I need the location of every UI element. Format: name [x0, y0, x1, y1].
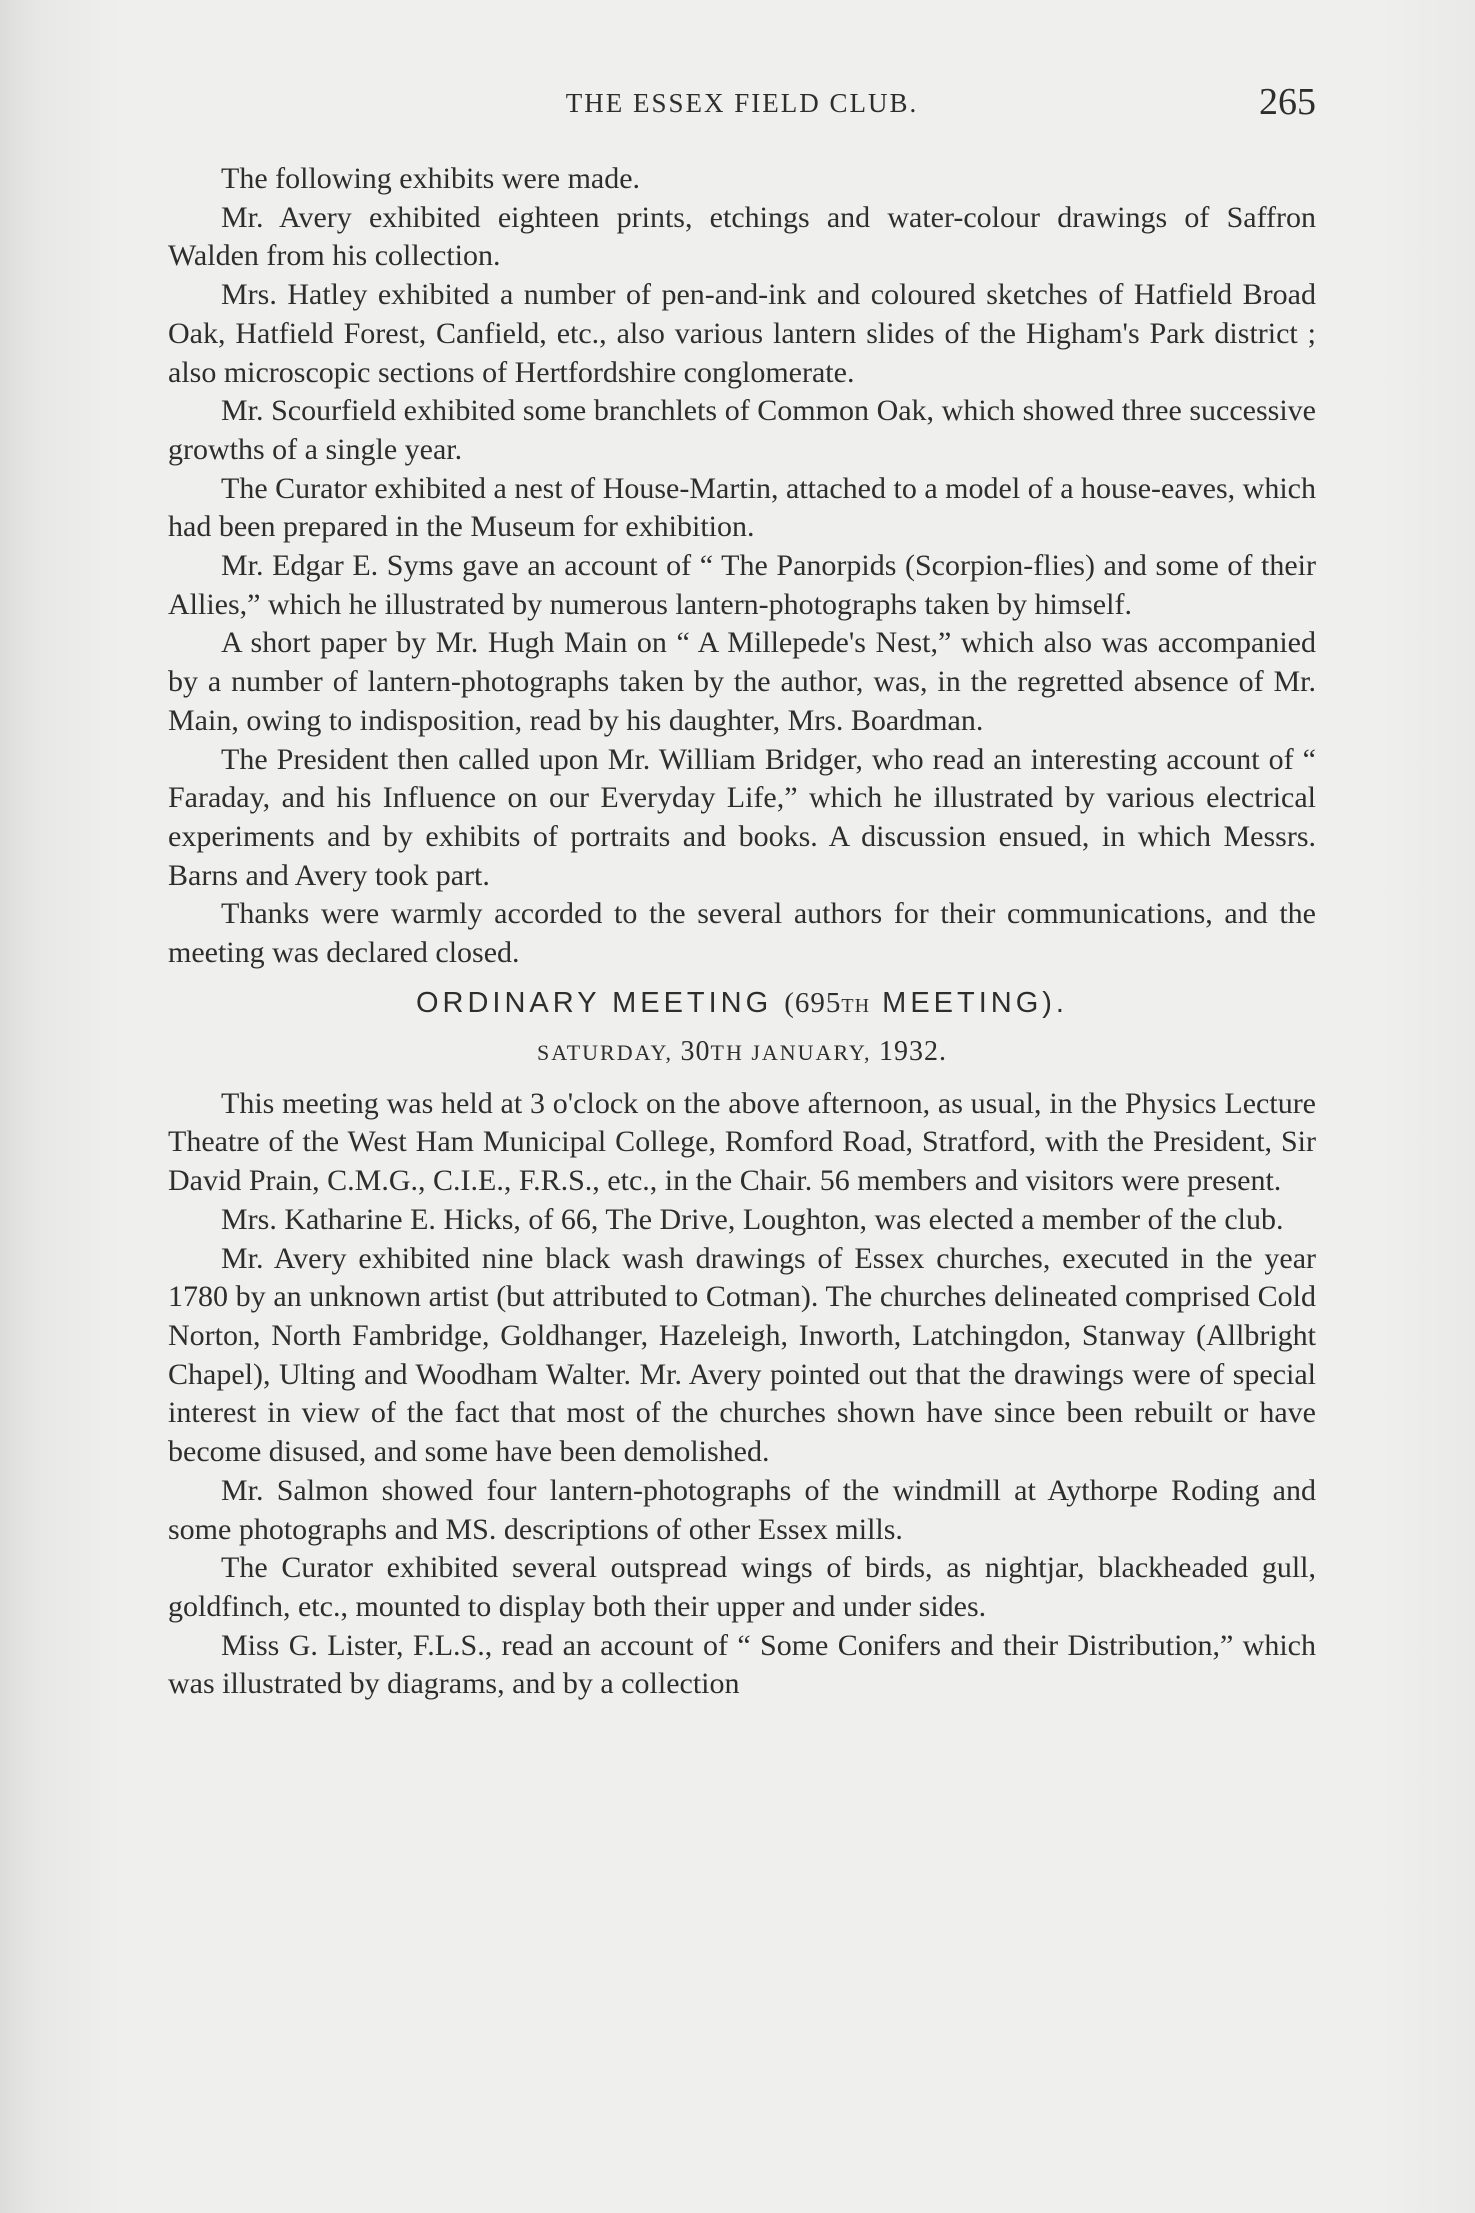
ordinal-suffix: TH — [841, 994, 871, 1017]
meeting-ordinal — [784, 987, 870, 1019]
date-day-suffix: TH — [710, 1039, 744, 1065]
meeting-title: ORDINARY MEETING — [415, 986, 773, 1019]
date-year: 1932. — [878, 1035, 947, 1067]
paragraph: The President then called upon Mr. William Bridger, who read an interesting account of “ Faraday, and his Influence on our Everyday Life,” which he illustrated by various electrical experiments and by exhibits of portraits and books. A discussion ensued, in which Messrs. Barns and Avery took part. — [168, 742, 1316, 892]
meeting-date — [168, 1036, 1316, 1069]
ordinal-close: MEETING). — [882, 986, 1068, 1019]
paragraph: Mr. Avery exhibited eighteen prints, etchings and water-colour drawings of Saffron Walden from his collection. — [168, 200, 1316, 273]
page-number: 265 — [1259, 81, 1316, 123]
paragraph: The Curator exhibited a nest of House-Martin, attached to a model of a house-eaves, which had been prepared in the Museum for exhibition. — [168, 471, 1316, 544]
ordinal-open: (695 — [784, 986, 842, 1019]
meeting-heading — [168, 983, 1316, 1026]
paragraph: Mr. Avery exhibited nine black wash drawings of Essex churches, executed in the year 1780 by an unknown artist (but attributed to Cotman). The churches delineated comprised Cold Norton, North Fambridge, Goldhanger, Hazeleigh, Inworth, Latchingdon, Stanway (Allbright Chapel), Ulting and Woodham Walter. Mr. Avery pointed out that the drawings were of special interest in view of the fact that most of the churches shown have since been rebuilt or have become disused, and some have been demolished. — [168, 1241, 1316, 1469]
paragraph: Mr. Edgar E. Syms gave an account of “ The Panorpids (Scorpion-flies) and some of their Allies,” which he illustrated by numerous lantern-photographs taken by himself. — [168, 549, 1316, 621]
date-month: JANUARY, — [751, 1039, 872, 1065]
paragraph: A short paper by Mr. Hugh Main on “ A Millepede's Nest,” which also was accompanied by a number of lantern-photographs taken by the author, was, in the regretted absence of Mr. Main, owing to indisposition, read by his daughter, Mrs. Boardman. — [168, 626, 1316, 737]
paragraph: Mrs. Hatley exhibited a number of pen-and-ink and coloured sketches of Hatfield Broad Oak, Hatfield Forest, Canfield, etc., also various lantern slides of the Higham's Park district ; also microscopic sections of Hertfordshire conglomerate. — [168, 278, 1316, 389]
date-day: 30 — [680, 1035, 711, 1067]
paragraph: Mr. Scourfield exhibited some branchlets of Common Oak, which showed three successive growths of a single year. — [168, 394, 1316, 466]
paragraph: The following exhibits were made. — [221, 162, 641, 195]
body-text — [168, 160, 1316, 1704]
paragraph: Miss G. Lister, F.L.S., read an account of “ Some Conifers and their Distribution,” which was illustrated by diagrams, and by a collection — [168, 1628, 1316, 1701]
paragraph: Mr. Salmon showed four lantern-photographs of the windmill at Aythorpe Roding and some photographs and MS. descriptions of other Essex mills. — [168, 1473, 1316, 1546]
paragraph: Thanks were warmly accorded to the several authors for their communications, and the meeting was declared closed. — [168, 897, 1316, 970]
paragraph: This meeting was held at 3 o'clock on the above afternoon, as usual, in the Physics Lecture Theatre of the West Ham Municipal College, Romford Road, Stratford, with the President, Sir David Prain, C.M.G., C.I.E., F.R.S., etc., in the Chair. 56 members and visitors were present. — [168, 1086, 1316, 1198]
date-weekday: SATURDAY, — [537, 1039, 674, 1065]
running-head — [168, 81, 1316, 124]
paragraph: The Curator exhibited several outspread wings of birds, as nightjar, blackheaded gull, goldfinch, etc., mounted to display both their upper and under sides. — [168, 1551, 1316, 1623]
paragraph: Mrs. Katharine E. Hicks, of 66, The Drive, Loughton, was elected a member of the club. — [221, 1202, 1284, 1236]
running-title: THE ESSEX FIELD CLUB. — [565, 88, 919, 118]
